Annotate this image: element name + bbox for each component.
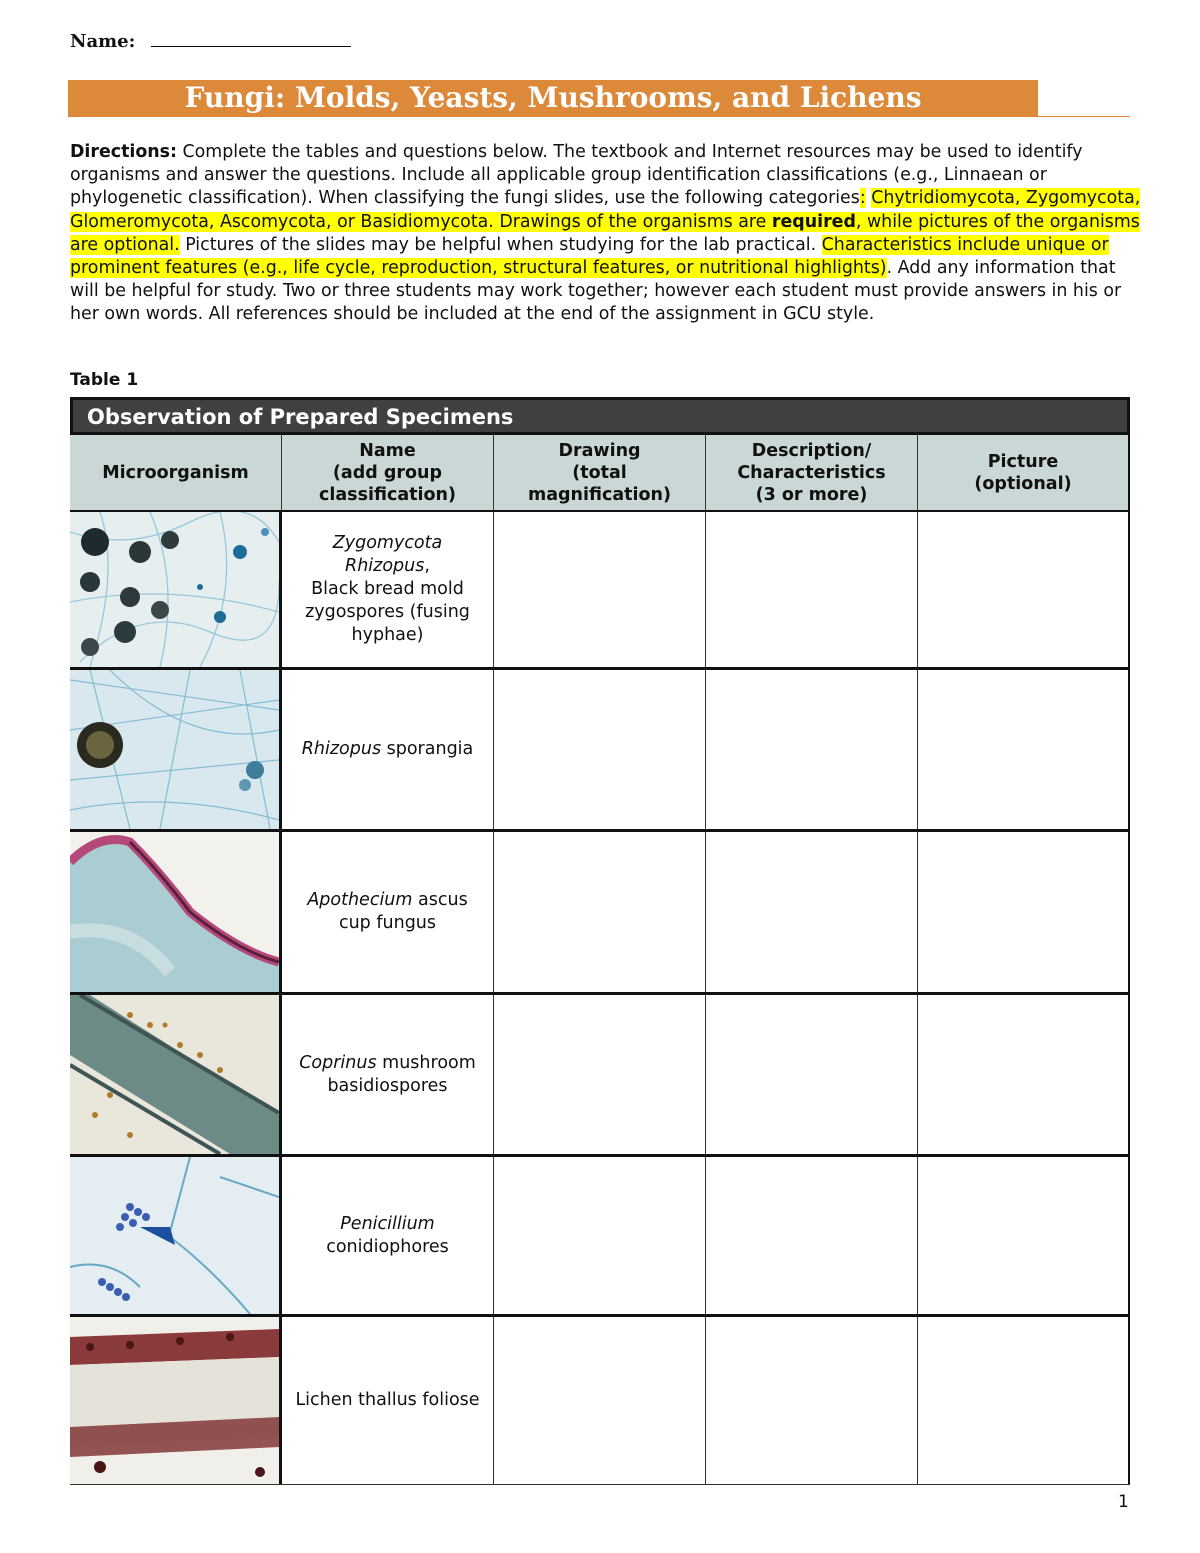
specimen-name-italic: Zygomycota Rhizopus: [332, 533, 443, 576]
specimen-name-text: sporangia: [381, 739, 474, 759]
table-title: Observation of Prepared Specimens: [87, 405, 514, 429]
specimen-name-italic: Coprinus: [299, 1052, 377, 1073]
penicillium-micrograph: [70, 1157, 282, 1314]
description-cell[interactable]: [706, 832, 918, 992]
directions-highlight-1-tail: , while pictures of the organisms are optional.: [70, 211, 1140, 255]
drawing-cell[interactable]: [494, 995, 706, 1154]
specimen-name-cell: [282, 995, 494, 1154]
directions-text-2: Pictures of the slides may be helpful when studying for the lab practical.: [179, 234, 822, 255]
table-row: [70, 995, 1130, 1157]
drawing-cell[interactable]: [494, 670, 706, 829]
picture-cell[interactable]: [918, 512, 1130, 667]
table-row: [70, 832, 1130, 995]
specimen-name-cell: [282, 1157, 494, 1314]
description-cell[interactable]: [706, 1317, 918, 1484]
column-header-name: Name (add group classification): [282, 435, 494, 512]
drawing-cell[interactable]: [494, 832, 706, 992]
table-title-bar: [70, 397, 1130, 435]
rhizopus-zygospores-micrograph: [70, 512, 282, 667]
directions-text-1: Complete the tables and questions below. The textbook and Internet resources may be used to identify organisms and answer the questions. Include all applicable group identification classifications (e.g., Linnaean or phylogenetic classification). When classifying the fungi slides, use the following categories: [70, 142, 1083, 209]
apothecium-micrograph: [70, 832, 282, 992]
specimen-name-text: , Black bread mold zygospores (fusing hyphae): [305, 556, 470, 645]
title-bar: [68, 80, 1130, 117]
picture-cell[interactable]: [918, 1157, 1130, 1314]
specimen-name-text: mushroom basidiospores: [327, 1052, 476, 1096]
table-row: [70, 1157, 1130, 1317]
column-header-description: Description/ Characteristics (3 or more): [706, 435, 918, 512]
coprinus-micrograph: [70, 995, 282, 1154]
page-number: 1: [1118, 1492, 1129, 1512]
directions-label: Directions:: [70, 142, 177, 162]
drawing-cell[interactable]: [494, 1317, 706, 1484]
directions-highlight-1: Chytridiomycota, Zygomycota, Glomeromycota, Ascomycota, or Basidiomycota. Drawings of the organisms are: [70, 188, 1141, 232]
specimen-name-italic: Rhizopus: [301, 739, 382, 759]
column-header-drawing: Drawing (total magnification): [494, 435, 706, 512]
directions-text-3: . Add any information that will be helpful for study. Two or three students may work together; however each student must provide answers in his or her own words. All references should be included at the end of the assignment in GCU style.: [70, 258, 1122, 325]
specimen-name-text: ascus cup fungus: [338, 890, 468, 933]
directions-required: required: [771, 211, 856, 232]
description-cell[interactable]: [706, 670, 918, 829]
name-label: Name:: [70, 31, 136, 52]
directions-highlight-2: Characteristics include unique or prominent features (e.g., life cycle, reproduction, structural features, or nutritional highlights): [70, 234, 1109, 279]
directions-colon: :: [859, 188, 866, 209]
specimen-name-text: Lichen thallus foliose: [295, 1390, 480, 1410]
lichen-micrograph: [70, 1317, 282, 1484]
drawing-cell[interactable]: [494, 1157, 706, 1314]
specimen-name-italic: Apothecium: [307, 890, 413, 910]
specimen-name-text: conidiophores: [326, 1236, 449, 1257]
rhizopus-sporangia-micrograph: [70, 670, 282, 829]
picture-cell[interactable]: [918, 1317, 1130, 1484]
specimen-name-italic: Penicillium: [340, 1213, 435, 1234]
picture-cell[interactable]: [918, 832, 1130, 992]
description-cell[interactable]: [706, 995, 918, 1154]
name-blank-line[interactable]: [151, 30, 351, 47]
description-cell[interactable]: [706, 1157, 918, 1314]
table-row: [70, 670, 1130, 832]
table-caption: Table 1: [70, 370, 139, 390]
column-header-microorganism: Microorganism: [70, 435, 282, 512]
table-row: [70, 1317, 1130, 1485]
directions-paragraph: [70, 141, 1145, 327]
table-row: [70, 512, 1130, 670]
drawing-cell[interactable]: [494, 512, 706, 667]
specimen-name-cell: [282, 832, 494, 992]
observation-table: [70, 397, 1130, 1485]
description-cell[interactable]: [706, 512, 918, 667]
specimen-name-cell: [282, 1317, 494, 1484]
column-header-picture: Picture (optional): [918, 435, 1130, 512]
picture-cell[interactable]: [918, 670, 1130, 829]
specimen-name-cell: [282, 512, 494, 667]
page-title: Fungi: Molds, Yeasts, Mushrooms, and Lichens: [184, 81, 922, 114]
picture-cell[interactable]: [918, 995, 1130, 1154]
name-field-row: [70, 30, 351, 52]
specimen-name-cell: [282, 670, 494, 829]
